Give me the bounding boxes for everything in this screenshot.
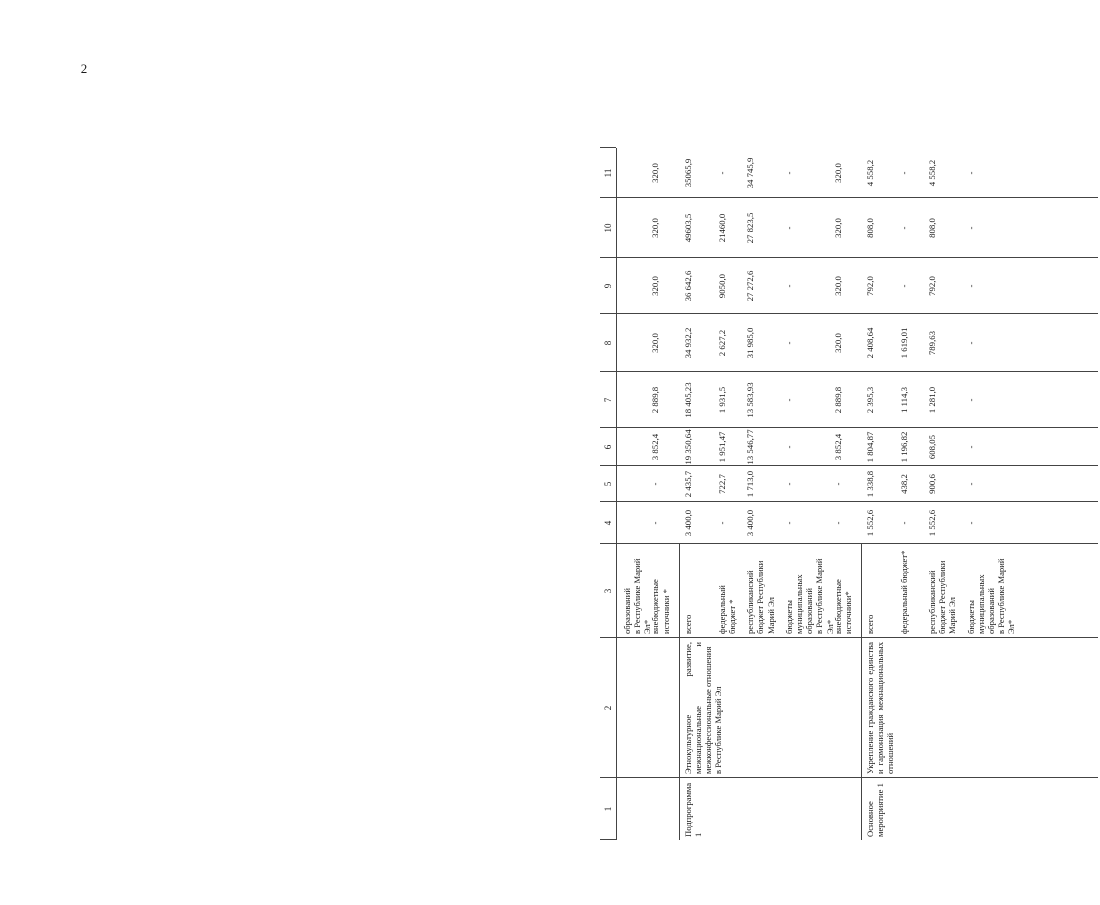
value-cell: 722,7 (716, 474, 727, 494)
column-number: 4 (603, 520, 613, 526)
source-cell: внебюджетные источники * (650, 579, 671, 634)
value-cell: 320,0 (650, 276, 661, 296)
value-cell: - (832, 521, 843, 525)
value-cell: - (783, 445, 794, 449)
source-cell: всего (682, 614, 693, 634)
value-cell: 19 350,64 (682, 429, 693, 465)
value-cell: 3 400,0 (682, 509, 693, 537)
value-cell: - (965, 341, 976, 345)
row-separator (861, 544, 862, 840)
source-cell: федеральный бюджет * (716, 585, 737, 634)
value-cell: - (965, 521, 976, 525)
column-number: 10 (603, 223, 613, 233)
column-number: 2 (603, 705, 613, 711)
value-cell: 2 435,7 (682, 470, 693, 498)
value-cell: 27 272,6 (745, 270, 756, 302)
column-number: 11 (603, 168, 613, 178)
column-border (600, 147, 616, 148)
value-cell: - (783, 398, 794, 402)
column-number: 3 (603, 588, 613, 594)
value-cell: 808,0 (927, 218, 937, 238)
value-cell: 49603,5 (682, 213, 693, 243)
value-cell: 1 338,8 (865, 470, 875, 498)
value-cell: - (783, 341, 794, 345)
column-border (600, 777, 1098, 778)
column-border (600, 543, 1098, 544)
value-cell: 1 931,5 (716, 386, 727, 414)
value-cell: 31 985,0 (745, 327, 756, 359)
column-border (600, 313, 1098, 314)
program-title: Укрепление гражданского единства и гармонизация межнациональных отношений (865, 642, 896, 774)
value-cell: 13 546,77 (745, 429, 756, 465)
value-cell: 320,0 (650, 333, 661, 353)
value-cell: 1 619,01 (899, 327, 909, 359)
page-number: 2 (80, 60, 88, 76)
value-cell: - (899, 171, 909, 175)
value-cell: - (650, 521, 661, 525)
value-cell: - (965, 284, 976, 288)
value-cell: - (899, 521, 909, 525)
value-cell: 35065,9 (682, 158, 693, 188)
value-cell: 13 583,93 (745, 382, 756, 418)
value-cell: 320,0 (832, 276, 843, 296)
value-cell: - (965, 445, 976, 449)
column-border (600, 501, 1098, 502)
value-cell: - (899, 284, 909, 288)
value-cell: - (783, 482, 794, 486)
value-cell: - (899, 226, 909, 230)
value-cell: 3 852,4 (650, 433, 661, 461)
value-cell: 320,0 (832, 163, 843, 183)
header-underline (616, 148, 617, 840)
value-cell: - (783, 284, 794, 288)
value-cell: - (716, 171, 727, 175)
value-cell: 900,6 (927, 474, 937, 494)
value-cell: 34 745,9 (745, 157, 756, 189)
column-number: 8 (603, 340, 613, 346)
value-cell: 1 804,87 (865, 431, 875, 463)
value-cell: 3 852,4 (832, 433, 843, 461)
value-cell: - (650, 482, 661, 486)
value-cell: - (965, 226, 976, 230)
program-name: Основное мероприятие 1 (865, 783, 886, 837)
program-title: Этнокультурное развитие, межнациональные и межконфессиональные отношения в Республике Марий Эл (682, 642, 724, 774)
value-cell: 320,0 (650, 218, 661, 238)
column-border (600, 371, 1098, 372)
value-cell: 1 114,3 (899, 386, 909, 414)
value-cell: 4 558,2 (927, 159, 937, 187)
value-cell: 1 552,6 (865, 509, 875, 537)
column-border (600, 839, 616, 840)
value-cell: - (965, 398, 976, 402)
source-cell: внебюджетные источники* (832, 579, 853, 634)
value-cell: 2 395,3 (865, 386, 875, 414)
column-border (600, 465, 1098, 466)
value-cell: - (783, 171, 794, 175)
source-cell: бюджеты муниципальных образований в Республике Марий Эл* (965, 558, 1017, 634)
column-border (600, 197, 1098, 198)
column-number: 5 (603, 481, 613, 487)
value-cell: 1 196,82 (899, 431, 909, 463)
value-cell: 2 889,8 (650, 386, 661, 414)
value-cell: 320,0 (650, 163, 661, 183)
value-cell: - (783, 521, 794, 525)
column-border (600, 637, 1098, 638)
source-cell: бюджеты муниципальных образований в Республике Марий Эл* (783, 558, 835, 634)
value-cell: 808,0 (865, 218, 875, 238)
column-number: 6 (603, 444, 613, 450)
column-border (600, 427, 1098, 428)
column-border (600, 257, 1098, 258)
value-cell: 608,05 (927, 434, 937, 460)
value-cell: 792,0 (865, 276, 875, 296)
value-cell: 320,0 (832, 333, 843, 353)
value-cell: - (832, 482, 843, 486)
value-cell: 2 889,8 (832, 386, 843, 414)
value-cell: - (783, 226, 794, 230)
value-cell: - (965, 171, 976, 175)
value-cell: 21460,0 (716, 213, 727, 243)
value-cell: 792,0 (927, 276, 937, 296)
value-cell: 1 951,47 (716, 431, 727, 463)
budget-table (600, 70, 1100, 840)
value-cell: 27 823,5 (745, 212, 756, 244)
row-separator (679, 544, 680, 840)
value-cell: 1 713,0 (745, 470, 756, 498)
value-cell: - (716, 521, 727, 525)
source-cell: республиканский бюджет Республики Марий Эл (745, 560, 776, 634)
value-cell: 3 400,0 (745, 509, 756, 537)
column-number: 9 (603, 283, 613, 289)
value-cell: 9050,0 (716, 273, 727, 299)
value-cell: 320,0 (832, 218, 843, 238)
source-cell: федеральный бюджет* (899, 550, 909, 634)
value-cell: 36 642,6 (682, 270, 693, 302)
source-cell: образований в Республике Марий Эл* (622, 558, 653, 634)
program-name: Подпрограмма 1 (682, 782, 703, 837)
value-cell: 18 405,23 (682, 382, 693, 418)
value-cell: 438,2 (899, 474, 909, 494)
value-cell: 789,63 (927, 330, 937, 356)
column-number: 1 (603, 806, 613, 812)
source-cell: республиканский бюджет Республики Марий Эл (927, 560, 958, 634)
value-cell: 34 932,2 (682, 327, 693, 359)
value-cell: - (965, 482, 976, 486)
value-cell: 1 552,6 (927, 509, 937, 537)
source-cell: всего (865, 614, 875, 634)
column-number: 7 (603, 397, 613, 403)
value-cell: 2 627,2 (716, 329, 727, 357)
value-cell: 4 558,2 (865, 159, 875, 187)
value-cell: 1 281,0 (927, 386, 937, 414)
value-cell: 2 408,64 (865, 327, 875, 359)
